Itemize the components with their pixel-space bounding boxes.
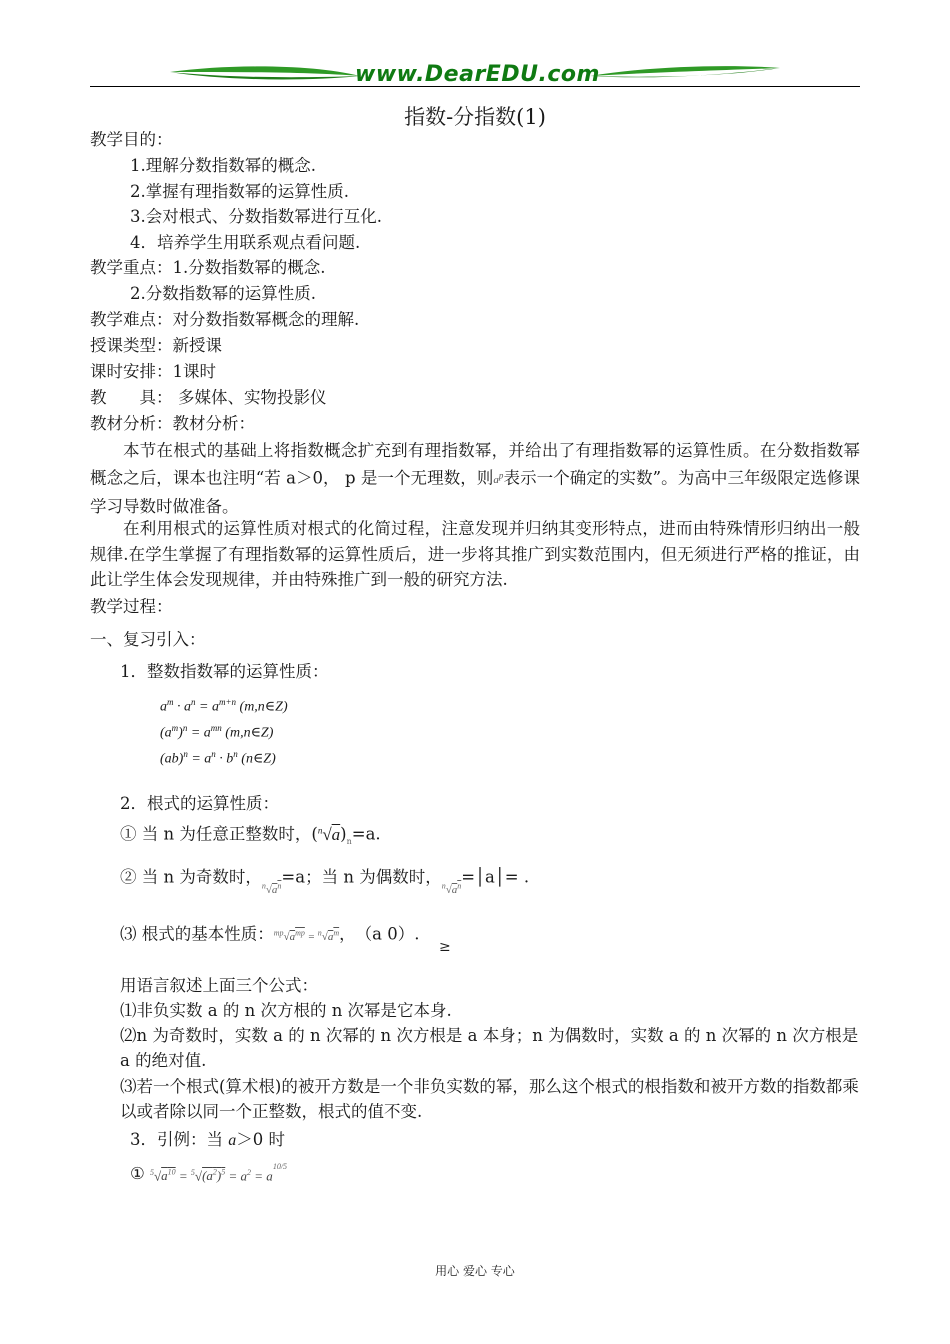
verbal-item-2: ⑵n 为奇数时，实数 a 的 n 次幂的 n 次方根是 a 本身；n 为偶数时，实数 a 的 n 次幂的 n 次方根是 a 的绝对值. xyxy=(120,1026,859,1070)
lesson-type: 授课类型：新授课 xyxy=(90,336,222,355)
process-label: 教学过程： xyxy=(90,597,173,616)
site-logo[interactable]: www.DearEDU.com xyxy=(355,62,600,87)
difficulty: 教学难点：对分数指数幂概念的理解. xyxy=(90,310,360,329)
radical-rule-2: ② 当 n 为奇数时，$_{^n√a^n}$=a；当 n 为偶数时，$_{^n√a^n}$=│a│= . xyxy=(120,867,530,896)
objective-item: 2.掌握有理指数幂的运算性质. xyxy=(130,182,349,201)
key-point-item: 2.分数指数幂的运算性质. xyxy=(130,284,316,303)
tools-label: 教 具： xyxy=(90,388,173,407)
objective-item: 4．培养学生用联系观点看问题. xyxy=(130,233,361,252)
header-rule xyxy=(90,86,860,87)
example-formula: $^5√a^{10} = ^5√(a^2)^5 = a^2 = a^{10/5}$ xyxy=(150,1162,288,1184)
page-title: 指数-分指数(1) xyxy=(404,105,546,129)
schedule: 课时安排：1课时 xyxy=(90,362,216,381)
power-symbol: $a^p$ xyxy=(493,470,504,487)
radical-rule-3: ⑶ 根式的基本性质：$^{mp}√a^{mp} = ^n√a^m$， （a 0）. xyxy=(120,924,420,944)
key-points: 教学重点：1.分数指数幂的概念. xyxy=(90,258,326,277)
example-number: ① xyxy=(130,1164,145,1183)
geq-symbol: ≥ xyxy=(439,939,451,955)
footer-slogan: 用心 爱心 专心 xyxy=(435,1264,515,1278)
verbal-item-1: ⑴非负实数 a 的 n 次方根的 n 次幂是它本身. xyxy=(120,1001,452,1020)
verbal-item-3: ⑶若一个根式(算术根)的被开方数是一个非负实数的幂，那么这个根式的根指数和被开方数的指数都乘以或者除以同一个正整数，根式的值不变. xyxy=(120,1077,859,1121)
objective-item: 3.会对根式、分数指数幂进行互化. xyxy=(130,207,382,226)
objectives-label: 教学目的： xyxy=(90,130,173,149)
objective-item: 1.理解分数指数幂的概念. xyxy=(130,156,316,175)
section-heading: 一、复习引入： xyxy=(90,630,206,649)
tools-value: 多媒体、实物投影仪 xyxy=(178,388,327,407)
analysis-text-b: 表示一个确定的实数”。为高中三年级限定选修课学习导数时做准备。 xyxy=(90,468,860,516)
subsection-heading: 2．根式的运算性质： xyxy=(120,794,279,813)
analysis-paragraph-2: 在利用根式的运算性质对根式的化简过程，注意发现并归纳其变形特点，进而由特殊情形归纳出一般规律.在学生掌握了有理指数幂的运算性质后，进一步将其推广到实数范围内，但无须进行严格的推证，由此让学生体会发现规律，并由特殊推广到一般的研究方法. xyxy=(90,519,860,589)
analysis-paragraph-1 xyxy=(90,438,860,519)
analysis-label: 教材分析：教材分析： xyxy=(90,414,255,433)
subsection-heading: 1．整数指数幂的运算性质： xyxy=(120,662,329,681)
formula-product-power: $(ab)^n = a^n \cdot b^n$ (n∈Z) xyxy=(160,749,276,767)
radical-rule-1: ① 当 n 为任意正整数时，$(^n√a)_n=a$. xyxy=(120,824,381,846)
formula-power: $(a^m)^n = a^{mn}$ (m,n∈Z) xyxy=(160,723,274,741)
analysis-text-a: 本节在根式的基础上将指数概念扩充到有理指数幂，并给出了有理指数幂的运算性质。在分数指数幂概念之后，课本也注明“若 a＞0， p 是一个无理数，则 xyxy=(90,441,860,488)
example-heading: 3．引例：当 a＞0 时 xyxy=(130,1130,285,1149)
right-swoosh xyxy=(590,66,780,76)
formula-product: $a^m \cdot a^n = a^{m+n}$ (m,n∈Z) xyxy=(160,697,288,715)
verbal-label: 用语言叙述上面三个公式： xyxy=(120,976,318,995)
